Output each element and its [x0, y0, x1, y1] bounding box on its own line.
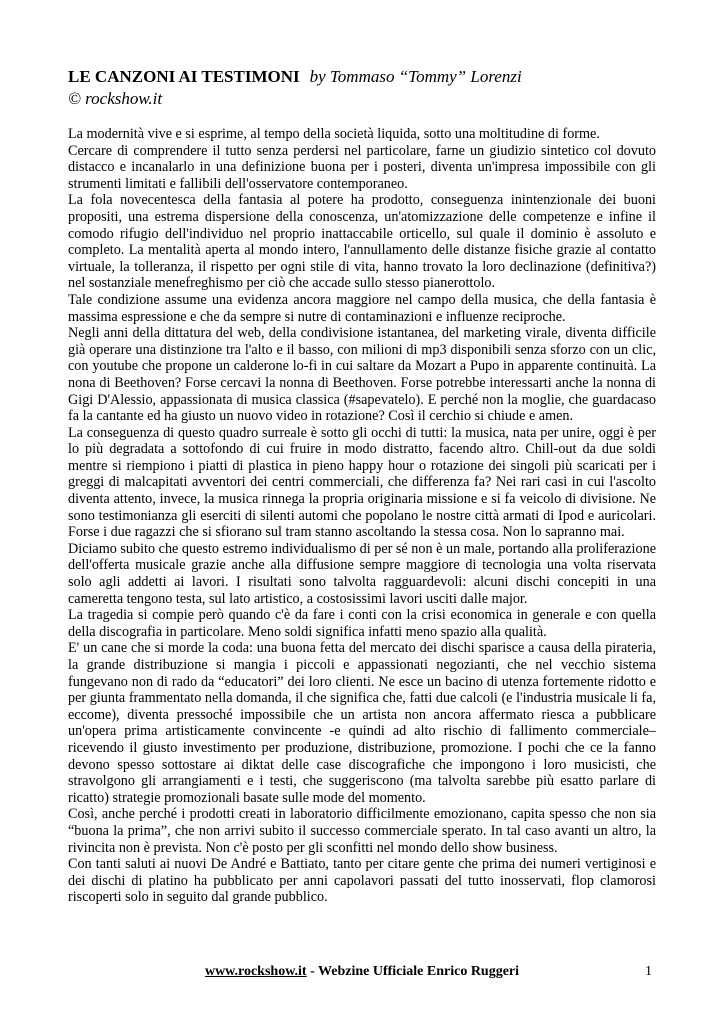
paragraph: La tragedia si compie però quando c'è da fare i conti con la crisi economica in generale e con quella della discografia in particolare. Meno soldi significa infatti meno spazio alla qualità.: [68, 607, 656, 640]
paragraph: Con tanti saluti ai nuovi De André e Battiato, tanto per citare gente che prima dei numeri vertiginosi e dei dischi di platino ha pubblicato per anni capolavori passati del tutto inosservati, flop clamorosi riscoperti solo in seguito dal grande pubblico.: [68, 856, 656, 906]
paragraph: La conseguenza di questo quadro surreale è sotto gli occhi di tutti: la musica, nata per unire, oggi è per lo più degradata a sottofondo di cui fruire in modo distratto, facendo altro. Chill-out da due soldi mentre si riempiono i piatti di plastica in pieno happy hour o rotazione dei singoli più scaricati per i greggi di malcapitati avventori dei centri commerciali, che differenza fa? Nei rari casi in cui l'ascolto diventa attento, invece, la musica rinnega la propria originaria missione e si fa veicolo di divisione. Ne sono testimonianza gli eserciti di silenti automi che popolano le nostre città armati di Ipod e auricolari. Forse i due ragazzi che si sfiorano sul tram stanno ascoltando la stessa cosa. Non lo sapranno mai.: [68, 424, 656, 541]
paragraph: Così, anche perché i prodotti creati in laboratorio difficilmente emozionano, capita spesso che non sia “buona la prima”, che non arrivi subito il successo commerciale sperato. In tal caso avanti un altro, la rivincita non è prevista. Non c'è posto per gli sconfitti nel mondo dello show business.: [68, 806, 656, 856]
page-number: 1: [645, 964, 652, 979]
article-body: [68, 126, 656, 906]
paragraph: Tale condizione assume una evidenza ancora maggiore nel campo della musica, che della fantasia è massima espressione e che da sempre si nutre di contaminazioni e influenze reciproche.: [68, 291, 656, 325]
document-page: [68, 66, 656, 906]
copyright-notice: © rockshow.it: [68, 89, 163, 108]
website-link[interactable]: www.rockshow.it: [204, 964, 307, 979]
article-header: [68, 66, 656, 110]
paragraph: La fola novecentesca della fantasia al potere ha prodotto, conseguenza inintenzionale dei buoni propositi, una estrema dispersione della conoscenza, un'atomizzazione delle competenze e infine il comodo rifugio dell'individuo nel proprio inattaccabile orticello, sul quale il dominio è assoluto e completo. La mentalità aperta al mondo intero, l'annullamento delle distanze fisiche grazie al contatto virtuale, la tolleranza, il rispetto per ogni stile di vita, hanno trovato la loro declinazione (definitiva?) nel sostanziale menefreghismo per ciò che accade sullo stesso pianerottolo.: [68, 192, 656, 292]
footer-credit: [68, 962, 656, 982]
paragraph: E' un cane che si morde la coda: una buona fetta del mercato dei dischi sparisce a causa della pirateria, la grande distribuzione si mangia i piccoli e appassionati negozianti, che nel vecchio sistema fungevano non di rado da “educatori” dei loro clienti. Ne esce un bacino di utenza fortemente ridotto e per giunta frammentato nella domanda, il che significa che, fatti due calcoli (e l'industria musicale li fa, eccome), diventa pressoché impossibile che un artista non ancora affermato riesca a pubblicare un'opera prima artisticamente convincente -e quindi ad alto rischio di fallimento commerciale– ricevendo il giusto investimento per produzione, distribuzione, promozione. I pochi che ce la fanno devono spesso sottostare ai diktat delle case discografiche che impongono i loro musicisti, che stravolgono gli arrangiamenti e i testi, che suggeriscono (ma talvolta sarebbe più esatto parlare di ricatto) strategie promozionali basate sulle mode del momento.: [68, 640, 656, 806]
page-footer: [68, 962, 656, 982]
paragraph: Negli anni della dittatura del web, della condivisione istantanea, del marketing virale, diventa difficile già operare una distinzione tra l'alto e il basso, con milioni di mp3 disponibili senza sforzo con un clic, con youtube che propone un calderone lo-fi in cui saltare da Mozart a Pupo in apparente continuità. La nona di Beethoven? Forse cercavi la nonna di Beethoven. Forse potrebbe interessarti anche la nonna di Gigi D'Alessio, appassionata di musica classica (#sapevatelo). E perché non la moglie, che guardacaso fa la cantante ed ha giusto un nuovo video in rotazione? Così il cerchio si chiude e amen.: [68, 325, 656, 425]
paragraph: Diciamo subito che questo estremo individualismo di per sé non è un male, portando alla proliferazione dell'offerta musicale grazie anche alla diffusione sempre maggiore di tecnologia una volta riservata solo agli addetti ai lavori. I risultati sono talvolta ragguardevoli: alcuni dischi concepiti in una cameretta tengono testa, sul lato artistico, a costosissimi lavori usciti dalle major.: [68, 540, 656, 607]
paragraph: Cercare di comprendere il tutto senza perdersi nel particolare, farne un giudizio sintetico col dovuto distacco e incanalarlo in una definizione buona per i posteri, diventa un'impresa impossibile con gli strumenti limitati e fallibili dell'osservatore contemporaneo.: [68, 142, 656, 192]
article-byline: by Tommaso “Tommy” Lorenzi: [309, 67, 522, 86]
article-title: LE CANZONI AI TESTIMONI: [68, 67, 300, 86]
paragraph: La modernità vive e si esprime, al tempo della società liquida, sotto una moltitudine di forme.: [68, 126, 600, 142]
footer-tagline: - Webzine Ufficiale Enrico Ruggeri: [306, 964, 520, 979]
